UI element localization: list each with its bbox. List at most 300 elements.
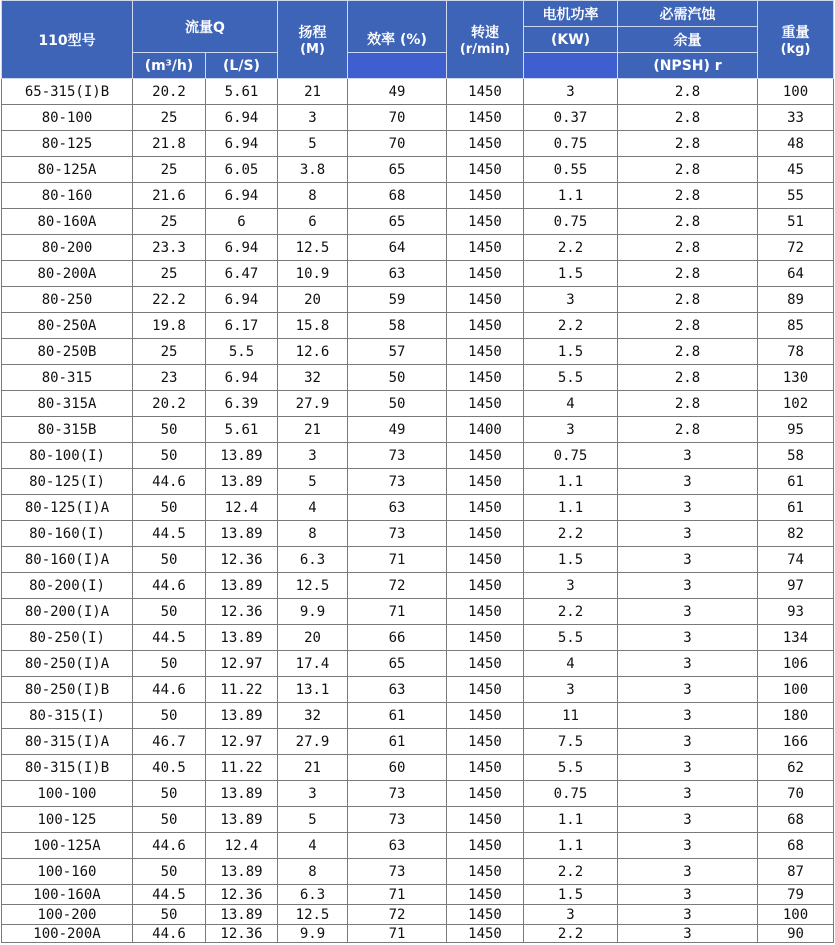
cell-speed: 1450 xyxy=(447,677,524,703)
cell-power: 4 xyxy=(524,391,618,417)
cell-model: 80-160 xyxy=(2,183,133,209)
table-row xyxy=(2,885,834,905)
cell-flow-ls: 12.36 xyxy=(206,547,278,573)
header-weight-label: 重量 xyxy=(781,25,810,41)
cell-power: 3 xyxy=(524,905,618,925)
cell-weight: 68 xyxy=(758,807,834,833)
cell-efficiency: 49 xyxy=(348,417,447,443)
header-model: 110型号 xyxy=(2,1,133,79)
header-weight xyxy=(758,1,834,79)
cell-head: 13.1 xyxy=(278,677,348,703)
cell-npsh: 2.8 xyxy=(618,235,758,261)
header-speed-label: 转速 xyxy=(471,25,499,41)
cell-flow-ls: 11.22 xyxy=(206,677,278,703)
cell-head: 9.9 xyxy=(278,925,348,943)
cell-speed: 1450 xyxy=(447,703,524,729)
cell-flow-ls: 6.05 xyxy=(206,157,278,183)
cell-head: 12.5 xyxy=(278,905,348,925)
cell-head: 20 xyxy=(278,625,348,651)
cell-efficiency: 50 xyxy=(348,391,447,417)
cell-speed: 1400 xyxy=(447,417,524,443)
cell-npsh: 2.8 xyxy=(618,105,758,131)
cell-flow-m3h: 25 xyxy=(133,261,206,287)
cell-npsh: 3 xyxy=(618,495,758,521)
cell-power: 1.1 xyxy=(524,183,618,209)
cell-weight: 90 xyxy=(758,925,834,943)
cell-power: 11 xyxy=(524,703,618,729)
table-row xyxy=(2,651,834,677)
cell-flow-m3h: 25 xyxy=(133,339,206,365)
cell-power: 1.1 xyxy=(524,469,618,495)
table-row xyxy=(2,261,834,287)
cell-speed: 1450 xyxy=(447,781,524,807)
cell-speed: 1450 xyxy=(447,729,524,755)
cell-weight: 68 xyxy=(758,833,834,859)
cell-flow-ls: 13.89 xyxy=(206,807,278,833)
cell-flow-ls: 6.94 xyxy=(206,131,278,157)
cell-efficiency: 65 xyxy=(348,651,447,677)
cell-weight: 87 xyxy=(758,859,834,885)
cell-head: 4 xyxy=(278,495,348,521)
cell-npsh: 3 xyxy=(618,651,758,677)
cell-weight: 62 xyxy=(758,755,834,781)
cell-head: 6 xyxy=(278,209,348,235)
cell-flow-ls: 12.97 xyxy=(206,651,278,677)
cell-flow-m3h: 50 xyxy=(133,547,206,573)
cell-flow-ls: 5.61 xyxy=(206,79,278,105)
cell-power: 3 xyxy=(524,417,618,443)
cell-efficiency: 71 xyxy=(348,925,447,943)
table-row xyxy=(2,905,834,925)
cell-head: 8 xyxy=(278,183,348,209)
header-head-unit: (M) xyxy=(300,42,325,57)
table-row xyxy=(2,677,834,703)
cell-power: 2.2 xyxy=(524,521,618,547)
cell-efficiency: 61 xyxy=(348,703,447,729)
table-row xyxy=(2,859,834,885)
header-flow-unit-m3h: (m³/h) xyxy=(133,53,206,79)
cell-flow-ls: 12.4 xyxy=(206,495,278,521)
cell-head: 15.8 xyxy=(278,313,348,339)
cell-weight: 100 xyxy=(758,79,834,105)
cell-head: 8 xyxy=(278,521,348,547)
cell-speed: 1450 xyxy=(447,235,524,261)
cell-flow-m3h: 23.3 xyxy=(133,235,206,261)
cell-flow-ls: 6.39 xyxy=(206,391,278,417)
cell-speed: 1450 xyxy=(447,105,524,131)
cell-npsh: 2.8 xyxy=(618,313,758,339)
cell-flow-m3h: 19.8 xyxy=(133,313,206,339)
table-row xyxy=(2,365,834,391)
cell-weight: 82 xyxy=(758,521,834,547)
cell-efficiency: 65 xyxy=(348,157,447,183)
cell-head: 3 xyxy=(278,443,348,469)
cell-head: 3.8 xyxy=(278,157,348,183)
cell-npsh: 3 xyxy=(618,729,758,755)
cell-flow-ls: 13.89 xyxy=(206,859,278,885)
cell-npsh: 3 xyxy=(618,807,758,833)
cell-speed: 1450 xyxy=(447,443,524,469)
cell-model: 80-315(I) xyxy=(2,703,133,729)
cell-model: 80-250(I)A xyxy=(2,651,133,677)
cell-speed: 1450 xyxy=(447,573,524,599)
table-row xyxy=(2,495,834,521)
cell-weight: 100 xyxy=(758,905,834,925)
cell-power: 3 xyxy=(524,677,618,703)
table-row xyxy=(2,547,834,573)
cell-efficiency: 73 xyxy=(348,859,447,885)
cell-weight: 55 xyxy=(758,183,834,209)
cell-weight: 134 xyxy=(758,625,834,651)
table-row xyxy=(2,287,834,313)
cell-flow-ls: 6 xyxy=(206,209,278,235)
cell-power: 5.5 xyxy=(524,755,618,781)
table-row xyxy=(2,833,834,859)
cell-speed: 1450 xyxy=(447,755,524,781)
cell-model: 80-250(I) xyxy=(2,625,133,651)
table-row xyxy=(2,157,834,183)
cell-weight: 51 xyxy=(758,209,834,235)
cell-weight: 180 xyxy=(758,703,834,729)
cell-head: 4 xyxy=(278,833,348,859)
cell-speed: 1450 xyxy=(447,287,524,313)
cell-speed: 1450 xyxy=(447,261,524,287)
cell-flow-ls: 6.47 xyxy=(206,261,278,287)
cell-power: 2.2 xyxy=(524,235,618,261)
cell-efficiency: 61 xyxy=(348,729,447,755)
table-row xyxy=(2,235,834,261)
cell-efficiency: 73 xyxy=(348,781,447,807)
cell-weight: 48 xyxy=(758,131,834,157)
cell-flow-ls: 5.5 xyxy=(206,339,278,365)
cell-flow-m3h: 44.6 xyxy=(133,469,206,495)
cell-flow-m3h: 50 xyxy=(133,651,206,677)
cell-flow-m3h: 44.6 xyxy=(133,925,206,943)
cell-flow-ls: 13.89 xyxy=(206,703,278,729)
cell-weight: 33 xyxy=(758,105,834,131)
table-row xyxy=(2,469,834,495)
cell-flow-ls: 13.89 xyxy=(206,781,278,807)
cell-flow-m3h: 44.6 xyxy=(133,833,206,859)
cell-npsh: 3 xyxy=(618,859,758,885)
header-npsh-line2: 余量 xyxy=(618,27,758,53)
cell-efficiency: 73 xyxy=(348,807,447,833)
cell-speed: 1450 xyxy=(447,79,524,105)
cell-weight: 79 xyxy=(758,885,834,905)
cell-efficiency: 60 xyxy=(348,755,447,781)
cell-npsh: 3 xyxy=(618,755,758,781)
table-body xyxy=(2,79,834,943)
cell-speed: 1450 xyxy=(447,905,524,925)
cell-speed: 1450 xyxy=(447,365,524,391)
cell-head: 17.4 xyxy=(278,651,348,677)
cell-npsh: 3 xyxy=(618,885,758,905)
cell-model: 80-125A xyxy=(2,157,133,183)
cell-flow-ls: 13.89 xyxy=(206,469,278,495)
cell-flow-m3h: 50 xyxy=(133,859,206,885)
cell-model: 100-200A xyxy=(2,925,133,943)
cell-flow-ls: 6.17 xyxy=(206,313,278,339)
cell-model: 80-125(I) xyxy=(2,469,133,495)
cell-npsh: 3 xyxy=(618,625,758,651)
cell-flow-ls: 11.22 xyxy=(206,755,278,781)
cell-efficiency: 64 xyxy=(348,235,447,261)
cell-npsh: 2.8 xyxy=(618,209,758,235)
cell-npsh: 2.8 xyxy=(618,157,758,183)
cell-power: 1.5 xyxy=(524,547,618,573)
cell-flow-m3h: 50 xyxy=(133,703,206,729)
cell-model: 80-200(I)A xyxy=(2,599,133,625)
cell-flow-ls: 12.36 xyxy=(206,599,278,625)
cell-weight: 58 xyxy=(758,443,834,469)
cell-npsh: 3 xyxy=(618,573,758,599)
cell-speed: 1450 xyxy=(447,547,524,573)
cell-model: 100-125 xyxy=(2,807,133,833)
cell-speed: 1450 xyxy=(447,469,524,495)
header-speed-unit: (r/min) xyxy=(459,42,511,57)
table-row xyxy=(2,755,834,781)
cell-npsh: 2.8 xyxy=(618,79,758,105)
cell-npsh: 3 xyxy=(618,599,758,625)
cell-speed: 1450 xyxy=(447,651,524,677)
cell-weight: 130 xyxy=(758,365,834,391)
cell-efficiency: 63 xyxy=(348,677,447,703)
table-row xyxy=(2,729,834,755)
cell-head: 21 xyxy=(278,417,348,443)
cell-flow-ls: 12.36 xyxy=(206,885,278,905)
cell-weight: 64 xyxy=(758,261,834,287)
table-row xyxy=(2,339,834,365)
cell-flow-ls: 13.89 xyxy=(206,625,278,651)
cell-flow-ls: 6.94 xyxy=(206,287,278,313)
cell-efficiency: 71 xyxy=(348,885,447,905)
cell-npsh: 3 xyxy=(618,469,758,495)
cell-flow-ls: 6.94 xyxy=(206,365,278,391)
cell-power: 1.1 xyxy=(524,495,618,521)
cell-efficiency: 70 xyxy=(348,105,447,131)
cell-npsh: 3 xyxy=(618,905,758,925)
cell-model: 80-200(I) xyxy=(2,573,133,599)
cell-model: 80-315A xyxy=(2,391,133,417)
table-row xyxy=(2,209,834,235)
cell-model: 80-250 xyxy=(2,287,133,313)
cell-head: 12.6 xyxy=(278,339,348,365)
header-power-unit: (KW) xyxy=(524,27,618,53)
cell-flow-ls: 13.89 xyxy=(206,573,278,599)
cell-speed: 1450 xyxy=(447,183,524,209)
table-row xyxy=(2,131,834,157)
header-head-label: 扬程 xyxy=(298,25,327,41)
cell-flow-m3h: 50 xyxy=(133,599,206,625)
cell-flow-ls: 6.94 xyxy=(206,235,278,261)
table-row xyxy=(2,105,834,131)
cell-power: 2.2 xyxy=(524,599,618,625)
pump-spec-table xyxy=(1,0,834,943)
cell-model: 80-160(I)A xyxy=(2,547,133,573)
cell-model: 80-250A xyxy=(2,313,133,339)
cell-power: 2.2 xyxy=(524,925,618,943)
cell-weight: 70 xyxy=(758,781,834,807)
cell-flow-m3h: 20.2 xyxy=(133,79,206,105)
cell-power: 2.2 xyxy=(524,859,618,885)
cell-npsh: 2.8 xyxy=(618,417,758,443)
cell-flow-m3h: 50 xyxy=(133,781,206,807)
table-row xyxy=(2,925,834,943)
cell-head: 21 xyxy=(278,79,348,105)
cell-power: 0.37 xyxy=(524,105,618,131)
table-row xyxy=(2,521,834,547)
cell-efficiency: 73 xyxy=(348,443,447,469)
cell-efficiency: 49 xyxy=(348,79,447,105)
cell-npsh: 2.8 xyxy=(618,287,758,313)
cell-npsh: 2.8 xyxy=(618,261,758,287)
cell-power: 5.5 xyxy=(524,365,618,391)
cell-weight: 78 xyxy=(758,339,834,365)
header-head xyxy=(278,1,348,79)
cell-speed: 1450 xyxy=(447,157,524,183)
cell-flow-m3h: 25 xyxy=(133,105,206,131)
cell-model: 100-160A xyxy=(2,885,133,905)
header-speed xyxy=(447,1,524,79)
cell-power: 3 xyxy=(524,573,618,599)
cell-speed: 1450 xyxy=(447,209,524,235)
cell-efficiency: 65 xyxy=(348,209,447,235)
cell-model: 80-125 xyxy=(2,131,133,157)
cell-head: 32 xyxy=(278,703,348,729)
header-npsh-line3: (NPSH) r xyxy=(618,53,758,79)
cell-flow-ls: 13.89 xyxy=(206,905,278,925)
cell-flow-m3h: 44.6 xyxy=(133,573,206,599)
cell-npsh: 2.8 xyxy=(618,183,758,209)
cell-weight: 61 xyxy=(758,469,834,495)
cell-model: 100-200 xyxy=(2,905,133,925)
cell-flow-m3h: 25 xyxy=(133,157,206,183)
cell-flow-m3h: 44.5 xyxy=(133,625,206,651)
cell-speed: 1450 xyxy=(447,391,524,417)
cell-model: 80-250B xyxy=(2,339,133,365)
cell-head: 20 xyxy=(278,287,348,313)
cell-head: 6.3 xyxy=(278,885,348,905)
cell-model: 100-100 xyxy=(2,781,133,807)
cell-efficiency: 58 xyxy=(348,313,447,339)
cell-model: 65-315(I)B xyxy=(2,79,133,105)
cell-flow-ls: 13.89 xyxy=(206,521,278,547)
cell-power: 7.5 xyxy=(524,729,618,755)
cell-power: 3 xyxy=(524,287,618,313)
header-power: 电机功率 xyxy=(524,1,618,27)
cell-flow-m3h: 50 xyxy=(133,807,206,833)
cell-speed: 1450 xyxy=(447,521,524,547)
cell-npsh: 2.8 xyxy=(618,131,758,157)
cell-model: 80-200 xyxy=(2,235,133,261)
cell-weight: 85 xyxy=(758,313,834,339)
table-row xyxy=(2,807,834,833)
cell-power: 1.1 xyxy=(524,807,618,833)
cell-speed: 1450 xyxy=(447,859,524,885)
cell-speed: 1450 xyxy=(447,339,524,365)
cell-efficiency: 72 xyxy=(348,905,447,925)
cell-weight: 102 xyxy=(758,391,834,417)
cell-npsh: 3 xyxy=(618,547,758,573)
cell-efficiency: 71 xyxy=(348,599,447,625)
cell-flow-m3h: 50 xyxy=(133,417,206,443)
header-npsh-line1: 必需汽蚀 xyxy=(618,1,758,27)
table-row xyxy=(2,781,834,807)
cell-flow-m3h: 44.5 xyxy=(133,521,206,547)
cell-speed: 1450 xyxy=(447,131,524,157)
cell-head: 8 xyxy=(278,859,348,885)
cell-efficiency: 57 xyxy=(348,339,447,365)
header-power-blank xyxy=(524,53,618,79)
table-row xyxy=(2,599,834,625)
cell-head: 32 xyxy=(278,365,348,391)
cell-power: 0.75 xyxy=(524,781,618,807)
cell-flow-ls: 12.97 xyxy=(206,729,278,755)
cell-model: 80-315(I)B xyxy=(2,755,133,781)
cell-head: 27.9 xyxy=(278,391,348,417)
cell-model: 80-100(I) xyxy=(2,443,133,469)
cell-flow-m3h: 46.7 xyxy=(133,729,206,755)
cell-flow-m3h: 21.6 xyxy=(133,183,206,209)
cell-flow-m3h: 22.2 xyxy=(133,287,206,313)
cell-head: 3 xyxy=(278,781,348,807)
table-row xyxy=(2,625,834,651)
cell-head: 27.9 xyxy=(278,729,348,755)
cell-efficiency: 63 xyxy=(348,833,447,859)
cell-speed: 1450 xyxy=(447,313,524,339)
cell-flow-m3h: 50 xyxy=(133,905,206,925)
cell-power: 4 xyxy=(524,651,618,677)
table-row xyxy=(2,573,834,599)
cell-flow-ls: 12.4 xyxy=(206,833,278,859)
cell-power: 2.2 xyxy=(524,313,618,339)
cell-model: 100-160 xyxy=(2,859,133,885)
header-efficiency: 效率 (%) xyxy=(348,1,447,53)
cell-efficiency: 63 xyxy=(348,261,447,287)
cell-speed: 1450 xyxy=(447,495,524,521)
cell-flow-m3h: 50 xyxy=(133,443,206,469)
cell-flow-ls: 6.94 xyxy=(206,105,278,131)
cell-npsh: 3 xyxy=(618,703,758,729)
cell-flow-m3h: 21.8 xyxy=(133,131,206,157)
cell-head: 6.3 xyxy=(278,547,348,573)
cell-npsh: 2.8 xyxy=(618,391,758,417)
table-row xyxy=(2,79,834,105)
cell-power: 1.1 xyxy=(524,833,618,859)
cell-npsh: 3 xyxy=(618,443,758,469)
cell-weight: 74 xyxy=(758,547,834,573)
cell-head: 10.9 xyxy=(278,261,348,287)
cell-head: 12.5 xyxy=(278,235,348,261)
header-flow: 流量Q xyxy=(133,1,278,53)
table-row xyxy=(2,391,834,417)
table-row xyxy=(2,703,834,729)
cell-flow-ls: 12.36 xyxy=(206,925,278,943)
cell-power: 3 xyxy=(524,79,618,105)
cell-flow-ls: 5.61 xyxy=(206,417,278,443)
cell-flow-m3h: 23 xyxy=(133,365,206,391)
cell-power: 0.75 xyxy=(524,131,618,157)
cell-weight: 89 xyxy=(758,287,834,313)
cell-model: 100-125A xyxy=(2,833,133,859)
cell-speed: 1450 xyxy=(447,599,524,625)
cell-model: 80-160(I) xyxy=(2,521,133,547)
cell-flow-m3h: 20.2 xyxy=(133,391,206,417)
header-weight-unit: (kg) xyxy=(780,42,811,57)
cell-head: 5 xyxy=(278,807,348,833)
cell-weight: 93 xyxy=(758,599,834,625)
cell-weight: 97 xyxy=(758,573,834,599)
